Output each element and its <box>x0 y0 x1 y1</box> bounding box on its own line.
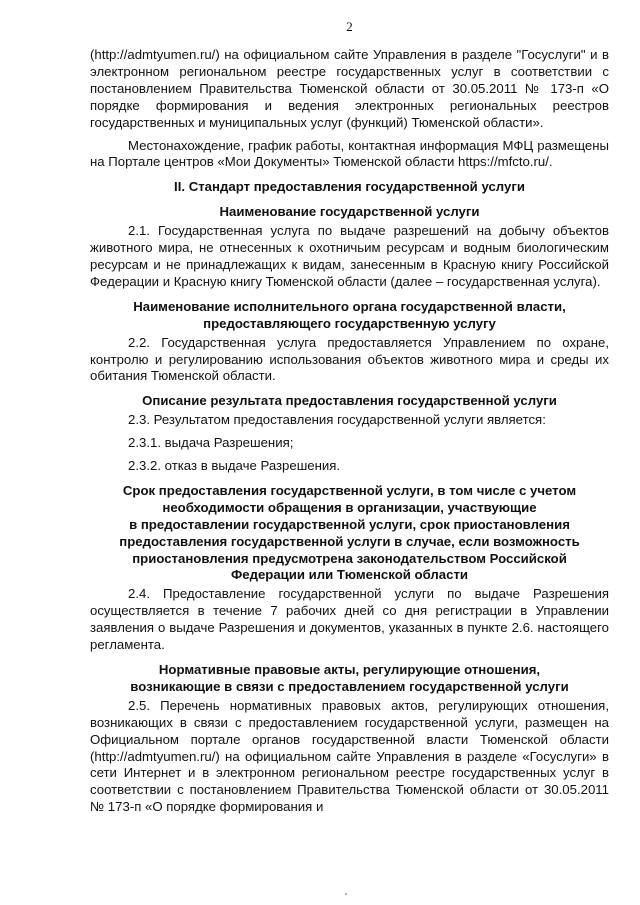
paragraph-2-4: 2.4. Предоставление государственной услуги по выдаче Разрешения осуществляется в течение 7 рабочих дней со дня регистрации в Управлении заявления о выдаче Разрешения и документов, указанных в пункте 2.6. настоящего регламента. <box>90 586 609 653</box>
page-number: 2 <box>346 19 353 34</box>
subheading-line: Срок предоставления государственной услуги, в том числе с учетом <box>122 482 577 498</box>
document-page <box>90 18 609 816</box>
subheading-line: предоставляющего государственную услугу <box>203 315 496 331</box>
subheading-line: возникающие в связи с предоставлением государственной услуги <box>130 678 569 694</box>
paragraph-2-5: 2.5. Перечень нормативных правовых актов, регулирующих отношения, возникающих в связи с предоставлением государственной услуги, размещен на Официальном портале органов государственной власти Тюменской области (http://admtyumen.ru/) на официальном сайте Управления в разделе «Госуслуги» в сети Интернет и в электронном региональном реестре государственных услуг в соответствии с постановлением Правительства Тюменской области от 30.05.2011 № 173-п «О порядке формирования и <box>90 697 609 815</box>
subheading-service-name: Наименование государственной услуги <box>219 204 480 220</box>
paragraph-2-1: 2.1. Государственная услуга по выдаче разрешений на добычу объектов животного мира, не отнесенных к охотничьим ресурсам и водным биологическим ресурсам и не принадлежащих к видам, занесенным в Красную книгу Российской Федерации и Красную книгу Тюменской области (далее – государственная услуга). <box>90 223 609 289</box>
subheading-line: в предоставлении государственной услуги, срок приостановления <box>129 516 570 532</box>
paragraph-2-3-2: 2.3.2. отказ в выдаче Разрешения. <box>128 458 341 474</box>
paragraph-registry-info: (http://admtyumen.ru/) на официальном сайте Управления в разделе "Госуслуги" и в электронном региональном реестре государственных услуг в соответствии с постановлением Правительства Тюменской области от 30.05.2011 № 173-п «О порядке формирования и ведения электронных региональных реестров государственных и муниципальных услуг (функций) Тюменской области». <box>90 47 609 130</box>
paragraph-2-2: 2.2. Государственная услуга предоставляется Управлением по охране, контролю и регулированию использования объектов животного мира и среды их обитания Тюменской области. <box>90 334 609 384</box>
subheading-line: необходимости обращения в организации, участвующие <box>162 499 537 515</box>
subheading-line: Наименование исполнительного органа государственной власти, <box>133 298 566 314</box>
subheading-line: Нормативные правовые акты, регулирующие отношения, <box>158 662 541 677</box>
subheading-legal-acts <box>90 662 609 696</box>
section-heading-standard: II. Стандарт предоставления государственной услуги <box>174 179 525 195</box>
subheading-executive-organ <box>90 299 609 333</box>
subheading-term <box>90 483 609 584</box>
subheading-line: приостановления предусмотрена законодательством Российской <box>132 550 567 566</box>
paragraph-2-3-1: 2.3.1. выдача Разрешения; <box>128 435 294 451</box>
paragraph-mfc-location: Местонахождение, график работы, контактная информация МФЦ размещены на Портале центров «Мои Документы» Тюменской области https://mfcto.ru/. <box>90 137 609 170</box>
subheading-line: предоставления государственной услуги в случае, если возможность <box>119 533 580 549</box>
subheading-line: Федерации или Тюменской области <box>230 567 469 583</box>
subheading-result: Описание результата предоставления государственной услуги <box>142 393 557 409</box>
paragraph-2-3: 2.3. Результатом предоставления государственной услуги является: <box>128 412 546 428</box>
scan-speck <box>345 893 347 895</box>
